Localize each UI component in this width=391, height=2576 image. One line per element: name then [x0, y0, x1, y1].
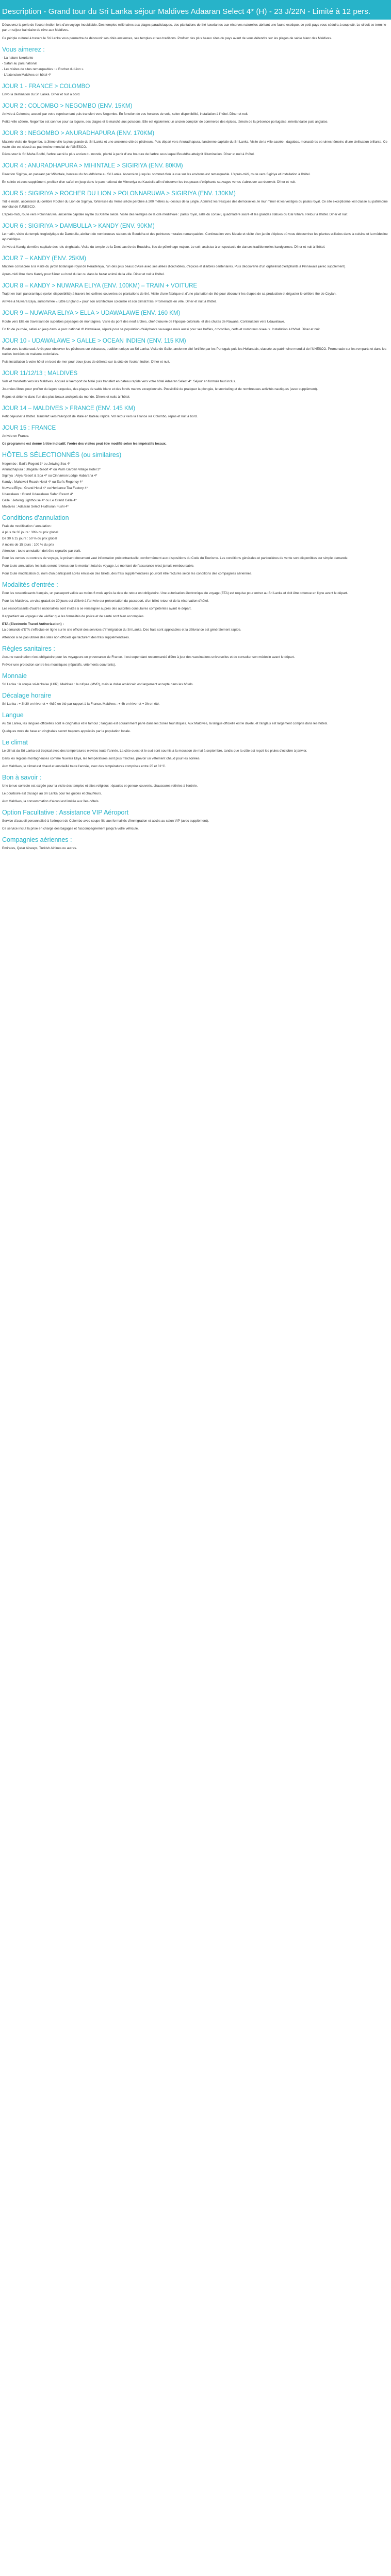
day-paragraph: Direction Sigiriya, en passant par Mihintale, berceau du bouddhisme au Sri Lanka. Ascension jusqu'au sommet d'où la vue sur les environs est remarquable. L'après-midi, route vers Sigiriya et installation à l'hôtel.	[2, 172, 311, 176]
day-title: JOUR 5 : SIGIRIYA > ROCHER DU LION > POLONNARUWA > SIGIRIYA (ENV. 130KM)	[2, 190, 236, 197]
highlights-list	[2, 56, 389, 78]
hotels-list	[2, 462, 389, 510]
day-paragraph: Arrivée à Colombo, accueil par votre représentant puis transfert vers Negombo. En fonction de vos horaires de vols, selon disponibilité, installation à l'hôtel. Dîner et nuit.	[2, 112, 249, 116]
day-paragraph: L'après-midi, route vers Polonnaruwa, ancienne capitale royale du XIème siècle. Visite des vestiges de la cité médiévale : palais royal, salle du conseil, quadrilatère sacré et les grandes statues du Gal Vihara. Retour à l'hôtel. Dîner et nuit.	[2, 212, 349, 216]
intro-paragraph: Ce périple culturel à travers le Sri Lanka vous permettra de découvrir ses cités anciennes, ses temples et ses traditions. Profitez des plus beaux sites du pays avant de vous détendre sur les plages de sable blanc des Maldives.	[2, 36, 332, 40]
hotel-item: Anuradhapura : Ulagalla Resort 4* ou Palm Garden Village Hotel 3*	[2, 468, 101, 472]
page-header	[0, 0, 391, 20]
day-paragraph: Journées libres pour profiter du lagon turquoise, des plages de sable blanc et des fonds marins exceptionnels. Possibilité de pratiquer la plongée, le snorkeling et de nombreuses activités nautiques (avec supplément).	[2, 387, 318, 391]
conditions-paragraph: Pour toute modification du nom d'un participant après émission des billets, des frais supplémentaires pourront être facturés selon les conditions des compagnies aériennes.	[2, 571, 253, 575]
day-paragraph: En fin de journée, safari en jeep dans le parc national d'Udawalawe, réputé pour sa population d'éléphants sauvages mais aussi pour ses buffles, crocodiles, cerfs et nombreux oiseaux. Installation à l'hôtel. Dîner et nuit.	[2, 327, 321, 331]
airlines-paragraph: Emirates, Qatar Airways, Turkish Airlines ou autres.	[2, 846, 77, 851]
intro-paragraph: Découvrez la perle de l'océan Indien lors d'un voyage inoubliable. Des temples millénaires aux plages paradisiaques, des plantations de thé luxuriantes aux réserves naturelles abritant une faune exotique, ce petit pays vous séduira à coup sûr. Le circuit se termine par un séjour balnéaire de rêve aux Maldives.	[2, 23, 386, 32]
currency-paragraph: Sri Lanka : la roupie sri-lankaise (LKR). Maldives : la rufiyaa (MVR), mais le dollar américain est largement accepté dans les hôtels.	[2, 682, 194, 686]
eta-paragraph: Attention à ne pas utiliser des sites non officiels qui facturent des frais supplémentaires.	[2, 635, 130, 639]
day-section	[2, 103, 389, 125]
day-title: JOUR 6 : SIGIRIYA > DAMBULLA > KANDY (ENV. 90KM)	[2, 223, 155, 229]
day-title: JOUR 11/12/13 ; MALDIVES	[2, 370, 78, 377]
day-paragraph: Envol à destination du Sri Lanka. Dîner et nuit à bord.	[2, 93, 80, 97]
conditions-paragraph: Pour les ventes ou contrats de voyage, le présent document vaut information précontractuelle, conformément aux dispositions du Code du Tourisme. Les conditions générales et particulières de vente sont disponibles sur simple demande.	[2, 556, 349, 560]
health-paragraph: Prévoir une protection contre les moustiques (répulsifs, vêtements couvrants).	[2, 663, 116, 667]
good-to-know-paragraph: Le pourboire est d'usage au Sri Lanka pour les guides et chauffeurs.	[2, 792, 102, 796]
day-paragraph: Le matin, visite du temple troglodytique de Dambulla, abritant de nombreuses statues de Bouddha et des peintures murales remarquables. Continuation vers Matale et visite d'un jardin d'épices où vous découvrirez les plantes utilisées dans la cuisine et la médecine ayurvédique.	[2, 232, 388, 242]
day-section	[2, 282, 389, 304]
condition-item: Attention : toute annulation doit être signalée par écrit.	[2, 549, 82, 553]
page-title: Description - Grand tour du Sri Lanka séjour Maldives Adaaran Select 4* (H) - 23 J/22N - Limité à 12 pers.	[2, 7, 371, 16]
day-paragraph: Après-midi libre dans Kandy pour flâner au bord du lac ou dans le bazar animé de la ville. Dîner et nuit à l'hôtel.	[2, 273, 165, 277]
day-section	[2, 425, 389, 439]
highlight-item: - La nature luxuriante	[2, 56, 34, 60]
health-paragraph: Aucune vaccination n'est obligatoire pour les voyageurs en provenance de France. Il est cependant recommandé d'être à jour des vaccinations universelles et de consulter son médecin avant le départ.	[2, 655, 295, 659]
day-paragraph: Route vers Ella en traversant de superbes paysages de montagnes. Visite du pont des neuf arches, chef-d'œuvre de l'époque coloniale, et des chutes de Rawana. Continuation vers Udawalawe.	[2, 319, 285, 324]
day-title: JOUR 15 : FRANCE	[2, 425, 56, 432]
hotels-title: HÔTELS SÉLECTIONNÉS (ou similaires)	[2, 451, 122, 459]
day-title: JOUR 14 – MALDIVES > FRANCE (ENV. 145 KM)	[2, 405, 136, 412]
highlight-item: - Safari au parc national	[2, 61, 37, 65]
day-section	[2, 130, 389, 157]
day-section	[2, 162, 389, 184]
day-paragraph: Petite ville côtière, Negombo est connue pour sa lagune, ses plages et le marché aux poissons. Elle est également un ancien comptoir de commerce des épices, témoin de la présence portugaise, néerlandaise puis anglaise.	[2, 120, 329, 124]
day-title: JOUR 8 – KANDY > NUWARA ELIYA (ENV. 100KM) – TRAIN + VOITURE	[2, 283, 198, 290]
day-section	[2, 255, 389, 277]
option-paragraph: Ce service inclut la prise en charge des bagages et l'accompagnement jusqu'à votre véhicule.	[2, 827, 139, 831]
hotel-item: Nuwara Eliya : Grand Hotel 4* ou Heritance Tea Factory 4*	[2, 486, 88, 490]
climate-paragraph: Le climat du Sri Lanka est tropical avec des températures élevées toute l'année. La côte ouest et le sud sont soumis à la mousson de mai à septembre, tandis que la côte est reçoit les pluies d'octobre à janvier.	[2, 749, 307, 753]
day-section	[2, 83, 389, 97]
day-section	[2, 310, 389, 332]
conditions-list	[2, 524, 389, 554]
day-title: JOUR 3 : NEGOMBO > ANURADHAPURA (ENV. 170KM)	[2, 130, 155, 137]
day-title: JOUR 2 : COLOMBO > NEGOMBO (ENV. 15KM)	[2, 103, 133, 109]
day-paragraph: Route vers la côte sud. Arrêt pour observer les pêcheurs sur échasses, tradition unique au Sri Lanka. Visite de Galle, ancienne cité fortifiée par les Portugais puis les Hollandais, classée au patrimoine mondial de l'UNESCO. Promenade sur les remparts et dans les ruelles bordées de maisons coloniales.	[2, 347, 386, 356]
language-paragraph: Au Sri Lanka, les langues officielles sont le cinghalais et le tamoul ; l'anglais est couramment parlé dans les zones touristiques. Aux Maldives, la langue officielle est le divehi, et l'anglais est largement compris dans les hôtels.	[2, 722, 329, 726]
day-section	[2, 337, 389, 365]
day-title: JOUR 9 – NUWARA ELIYA > ELLA > UDAWALAWE (ENV. 160 KM)	[2, 310, 181, 317]
eta-paragraph: La demande d'ETA s'effectue en ligne sur le site officiel des services d'immigration du Sri Lanka. Des frais sont applicables et la délivrance est généralement rapide.	[2, 628, 241, 632]
climate-paragraph: Dans les régions montagneuses comme Nuwara Eliya, les températures sont plus fraîches, prévoir un vêtement chaud pour les soirées.	[2, 757, 201, 761]
highlight-item: - Les visites de sites remarquables : « Rocher du Lion »	[2, 67, 84, 71]
day-section	[2, 370, 389, 400]
day-paragraph: Trajet en train panoramique (selon disponibilité) à travers les collines couvertes de plantations de thé. Visite d'une fabrique et d'une plantation de thé pour découvrir les étapes de sa production et déguster le célèbre thé de Ceylan.	[2, 292, 337, 296]
day-paragraph: Matinée consacrée à la visite du jardin botanique royal de Peradeniya, l'un des plus beaux d'Asie avec ses allées d'orchidées, d'épices et d'arbres centenaires. Puis découverte d'un orphelinat d'éléphants à Pinnawala (avec supplément).	[2, 265, 347, 269]
climate-title: Le climat	[2, 739, 28, 747]
description-content	[0, 20, 391, 864]
hotel-item: Kandy : Mahaweli Reach Hotel 4* ou Earl's Regency 4*	[2, 480, 83, 484]
day-title: JOUR 4 : ANURADHAPURA > MIHINTALE > SIGIRIYA (ENV. 80KM)	[2, 163, 183, 170]
day-title: JOUR 7 – KANDY (ENV. 25KM)	[2, 255, 86, 262]
day-paragraph: Arrivée à Kandy, dernière capitale des rois cinghalais. Visite du temple de la Dent sacrée du Bouddha, lieu de pèlerinage majeur. Le soir, assistez à un spectacle de danses traditionnelles kandyennes. Dîner et nuit à l'hôtel.	[2, 245, 325, 249]
day-paragraph: Découvrez le Sri Maha Bodhi, l'arbre sacré le plus ancien du monde, planté à partir d'une bouture de l'arbre sous lequel Bouddha atteignit l'illumination. Dîner et nuit à l'hôtel.	[2, 152, 255, 157]
itinerary	[2, 83, 389, 439]
day-paragraph: En soirée et avec supplément, profitez d'un safari en jeep dans le parc national de Minneriya ou Kaudulla afin d'observer les troupeaux d'éléphants sauvages venus s'abreuver au réservoir. Dîner et nuit.	[2, 180, 296, 184]
health-title: Règles sanitaires :	[2, 645, 55, 652]
formalities-title: Modalités d'entrée :	[2, 581, 58, 588]
day-paragraph: Vols et transferts vers les Maldives. Accueil à l'aéroport de Malé puis transfert en bateau rapide vers votre hôtel Adaaran Select 4*. Séjour en formule tout inclus.	[2, 380, 236, 384]
day-paragraph: Tôt le matin, ascension du célèbre Rocher du Lion de Sigiriya, forteresse du Vème siècle perchée à 200 mètres au-dessus de la jungle. Admirez les fresques des demoiselles, le mur miroir et les vestiges du palais royal. Ce site exceptionnel est classé au patrimoine mondial de l'UNESCO.	[2, 199, 388, 209]
program-notice: Ce programme est donné à titre indicatif, l'ordre des visites peut être modifié selon les impératifs locaux.	[2, 442, 167, 446]
good-to-know-paragraph: Aux Maldives, la consommation d'alcool est limitée aux îles-hôtels.	[2, 800, 100, 804]
conditions-paragraph: Pour toute annulation, les frais seront retenus sur le montant total du voyage. Le montant de l'assurance n'est jamais remboursable.	[2, 564, 194, 568]
intro-section	[2, 23, 389, 41]
formalities-paragraph: Pour les ressortissants français, un passeport valide au moins 6 mois après la date de retour est obligatoire. Une autorisation électronique de voyage (ETA) est requise pour entrer au Sri Lanka et doit être obtenue en ligne avant le départ.	[2, 591, 348, 595]
condition-item: Frais de modification / annulation :	[2, 524, 53, 529]
day-paragraph: Arrivée en France.	[2, 434, 29, 438]
good-to-know-title: Bon à savoir :	[2, 774, 42, 782]
day-section	[2, 223, 389, 250]
language-paragraph: Quelques mots de base en cinghalais seront toujours appréciés par la population locale.	[2, 730, 131, 734]
condition-item: A moins de 15 jours : 100 % du prix	[2, 543, 54, 547]
formalities-paragraph: Pour les Maldives, un visa gratuit de 30 jours est délivré à l'arrivée sur présentation du passeport, d'un billet retour et de la réservation d'hôtel.	[2, 599, 209, 603]
option-paragraph: Service d'accueil personnalisé à l'aéroport de Colombo avec coupe-file aux formalités d'immigration et accès au salon VIP (avec supplément).	[2, 819, 209, 823]
airlines-title: Compagnies aériennes :	[2, 836, 72, 844]
day-paragraph: Repos et détente dans l'un des plus beaux archipels du monde. Dîners et nuits à l'hôtel.	[2, 395, 131, 399]
formalities-paragraph: Les ressortissants d'autres nationalités sont invités à se renseigner auprès des autorités consulaires compétentes avant le départ.	[2, 606, 192, 611]
highlight-item: - L'extension Maldives en hôtel 4*	[2, 73, 52, 77]
language-title: Langue	[2, 711, 24, 719]
timezone-paragraph: Sri Lanka : + 3h30 en hiver et + 4h30 en été par rapport à la France. Maldives : + 4h en hiver et + 3h en été.	[2, 702, 160, 706]
hotel-item: Galle : Jetwing Lighthouse 4* ou Le Grand Galle 4*	[2, 499, 77, 503]
good-to-know-paragraph: Une tenue correcte est exigée pour la visite des temples et sites religieux : épaules et genoux couverts, chaussures retirées à l'entrée.	[2, 784, 198, 788]
day-paragraph: Petit déjeuner à l'hôtel. Transfert vers l'aéroport de Malé en bateau rapide. Vol retour vers la France via Colombo, repas et nuit à bord.	[2, 415, 198, 419]
option-title: Option Facultative : Assistance VIP Aéroport	[2, 809, 129, 817]
climate-paragraph: Aux Maldives, le climat est chaud et ensoleillé toute l'année, avec des températures comprises entre 25 et 31°C.	[2, 765, 166, 769]
day-paragraph: Arrivée à Nuwara Eliya, surnommée « Little England » pour son architecture coloniale et son climat frais. Promenade en ville. Dîner et nuit à l'hôtel.	[2, 300, 217, 304]
hotel-item: Negombo : Earl's Regent 3* ou Jetwing Sea 4*	[2, 462, 71, 466]
eta-title: ETA (Electronic Travel Authorization) :	[2, 622, 64, 626]
day-paragraph: Matinée visite de Negombo, la 3ème ville la plus grande du Sri Lanka et une ancienne cité de pêcheurs. Puis départ vers Anuradhapura, l'ancienne capitale du Sri Lanka. Visite de la ville sacrée : dagobas, monastères et ruines témoins d'une civilisation brillante. Ce vaste site est classé au patrimoine mondial de l'UNESCO.	[2, 140, 387, 149]
day-title: JOUR 1 - FRANCE > COLOMBO	[2, 83, 90, 90]
hotel-item: Maldives : Adaaran Select Hudhuran Fushi 4*	[2, 505, 69, 509]
condition-item: A plus de 30 jours : 30% du prix global	[2, 531, 58, 535]
day-title: JOUR 10 - UDAWALAWE > GALLE > OCEAN INDIEN (ENV. 115 KM)	[2, 337, 186, 344]
condition-item: De 30 à 15 jours : 50 % du prix global	[2, 537, 57, 541]
hotel-item: Sigiriya : Aliya Resort & Spa 4* ou Cinnamon Lodge Habarana 4*	[2, 474, 97, 478]
day-section	[2, 190, 389, 217]
formalities-paragraph: Il appartient au voyageur de vérifier que les formalités de police et de santé sont bien accomplies.	[2, 614, 145, 618]
timezone-title: Décalage horaire	[2, 691, 52, 699]
day-paragraph: Puis installation à votre hôtel en bord de mer pour deux jours de détente sur la côte de l'océan Indien. Dîner et nuit.	[2, 360, 170, 364]
hotel-item: Udawalawe : Grand Udawalawe Safari Resort 4*	[2, 493, 73, 497]
conditions-title: Conditions d'annulation	[2, 514, 69, 521]
highlights-title: Vous aimerez :	[2, 45, 45, 53]
day-section	[2, 405, 389, 419]
currency-title: Monnaie	[2, 672, 27, 680]
